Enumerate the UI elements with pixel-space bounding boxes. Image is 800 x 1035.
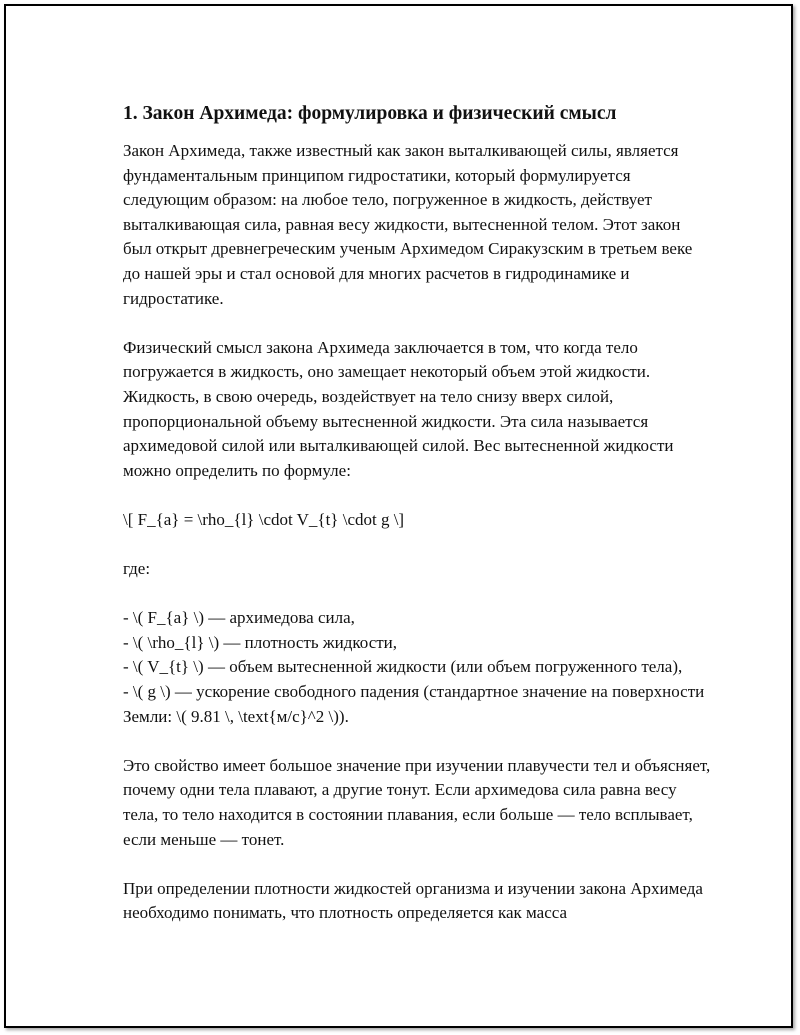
paragraph-physical-meaning: Физический смысл закона Архимеда заключается в том, что когда тело погружается в жидкость, оно замещает некоторый объем этой жидкости. Жидкость, в свою очередь, воздействует на тело снизу вверх силой, пропорциональной объему вытесненной жидкости. Эта сила называется архимедовой силой или выталкивающей силой. Вес вытесненной жидкости можно определить по формуле: xyxy=(123,337,674,480)
definition-item: - \( \rho_{l} \) — плотность жидкости, xyxy=(123,632,398,652)
page xyxy=(4,4,793,1028)
definition-item: - \( g \) — ускорение свободного падения (стандартное значение на поверхности Земли: \( 9.81 \, \text{м/с}^2 \)). xyxy=(123,682,705,726)
definition-list xyxy=(123,606,713,729)
paragraph-density: При определении плотности жидкостей организма и изучении закона Архимеда необходимо понимать, что плотность определяется как масса xyxy=(123,878,703,923)
section-heading: 1. Закон Архимеда: формулировка и физический смысл xyxy=(123,103,617,124)
definition-item: - \( V_{t} \) — объем вытесненной жидкости (или объем погруженного тела), xyxy=(123,657,683,677)
formula: \[ F_{a} = \rho_{l} \cdot V_{t} \cdot g \] xyxy=(123,509,405,529)
document-body xyxy=(123,101,713,951)
definition-item: - \( F_{a} \) — архимедова сила, xyxy=(123,608,355,628)
where-label: где: xyxy=(123,559,151,579)
paragraph-buoyancy: Это свойство имеет большое значение при изучении плавучести тел и объясняет, почему одни тела плавают, а другие тонут. Если архимедова сила равна весу тела, то тело находится в состоянии плавания, если больше — тело всплывает, если меньше — тонет. xyxy=(123,755,711,849)
paragraph-intro: Закон Архимеда, также известный как закон выталкивающей силы, является фундаментальным принципом гидростатики, который формулируется следующим образом: на любое тело, погруженное в жидкость, действует выталкивающая сила, равная весу жидкости, вытесненной телом. Этот закон был открыт древнегреческим ученым Архимедом Сиракузским в третьем веке до нашей эры и стал основой для многих расчетов в гидродинамике и гидростатике. xyxy=(123,141,693,308)
